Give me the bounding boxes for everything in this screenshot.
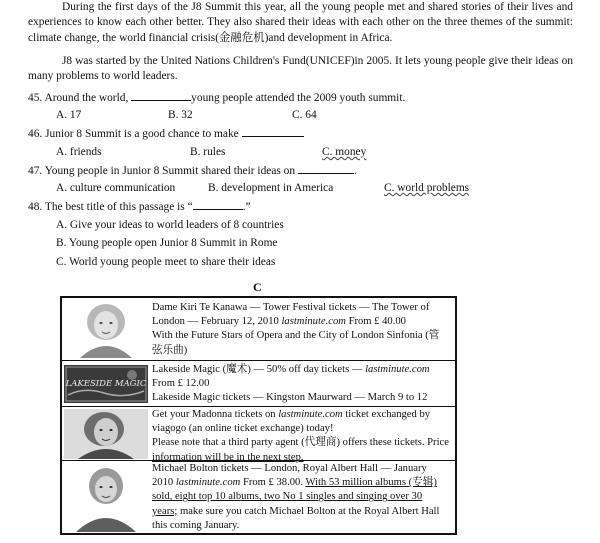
question-45 xyxy=(28,90,573,106)
section-label: C xyxy=(253,280,262,294)
option-b: B. rules xyxy=(190,146,226,158)
option-c: C. World young people meet to share their ideas xyxy=(56,256,276,268)
ad-line: ticket exchanged by xyxy=(345,409,431,420)
ad-text xyxy=(152,462,451,533)
answer-blank xyxy=(131,90,191,101)
option-b: B. Young people open Junior 8 Summit in Rome xyxy=(56,237,278,249)
question-stem-start: Around the world, xyxy=(44,92,129,104)
option-c: C. 64 xyxy=(292,109,317,121)
question-46 xyxy=(28,126,573,142)
ad-site-link[interactable]: lastminute.com xyxy=(281,316,346,328)
ad-row-madonna xyxy=(62,406,455,461)
ad-line: Michael Bolton tickets — London, Royal Albert Hall — January xyxy=(152,463,427,474)
question-stem-end: . xyxy=(353,165,357,177)
madonna-photo-icon xyxy=(64,409,148,459)
ad-line: Lakeside Magic tickets — Kingston Maurward — March 9 to 12 xyxy=(152,392,428,404)
ad-price: From £ 12.00 xyxy=(152,378,210,390)
ad-line: years; xyxy=(152,505,178,517)
ad-line: viagogo (an online ticket exchange) today! xyxy=(152,423,334,435)
question-stem-end: young people attended the 2009 youth summit. xyxy=(191,92,406,104)
question-48 xyxy=(28,199,573,215)
ad-line: Get your Madonna tickets on xyxy=(152,409,276,420)
lakeside-magic-logo-icon xyxy=(64,365,148,403)
answer-blank xyxy=(242,126,304,137)
ad-line: 2010 xyxy=(152,477,174,489)
option-a: A. culture communication xyxy=(56,182,176,194)
question-47 xyxy=(28,163,573,179)
question-stem-start: The best title of this passage is “ xyxy=(44,201,193,213)
answer-blank xyxy=(298,163,354,174)
ad-text xyxy=(152,301,451,358)
ad-price: From £ 40.00 xyxy=(348,316,406,328)
answer-blank xyxy=(193,199,243,210)
ad-line: Please note that a third party agent (代理商) offers these tickets. Price xyxy=(152,437,449,449)
ad-line: Dame Kiri Te Kanawa — Tower Festival tickets — The Tower of xyxy=(152,302,430,313)
ad-site-link[interactable]: lastminute.com xyxy=(278,409,343,420)
ad-row-michael-bolton xyxy=(62,460,455,534)
option-c: C. money xyxy=(322,146,367,158)
michael-bolton-photo-icon xyxy=(64,464,148,532)
ad-line: 弦乐曲) xyxy=(152,344,188,356)
ad-line: London — February 12, 2010 xyxy=(152,316,279,328)
ad-row-lakeside-magic xyxy=(62,360,455,407)
ad-line: Lakeside Magic (魔术) — 50% off day tickets — xyxy=(152,364,363,375)
option-a: A. friends xyxy=(56,146,102,158)
option-a: A. 17 xyxy=(56,109,82,121)
question-number: 47. xyxy=(28,165,43,177)
ad-line: sold, eight top 10 albums, two No 1 singles and singing over 30 xyxy=(152,491,423,503)
question-number: 46. xyxy=(28,128,43,140)
option-c: C. world problems xyxy=(384,182,470,194)
question-stem-end: .” xyxy=(242,201,251,213)
ad-line: With the Future Stars of Opera and the City of London Sinfonia (管 xyxy=(152,330,440,342)
question-number: 48. xyxy=(28,201,43,213)
passage-paragraph-2: J8 was started by the United Nations Children's Fund(UNICEF)in 2005. It lets young people give their ideas on many problems to world leaders. xyxy=(28,55,573,83)
ad-row-kiri-te-kanawa xyxy=(62,298,455,360)
advertisement-box xyxy=(60,296,457,535)
option-b: B. development in America xyxy=(208,182,334,194)
question-stem-start: Junior 8 Summit is a good chance to make xyxy=(45,128,239,140)
question-number: 45. xyxy=(28,92,43,104)
portrait-woman-photo-icon xyxy=(64,300,148,358)
ad-line: this coming January. xyxy=(152,519,240,531)
question-stem-start: Young people in Junior 8 Summit shared their ideas on xyxy=(44,165,296,177)
ad-price: From £ 38.00. xyxy=(242,477,303,489)
ad-site-link[interactable]: lastminute.com xyxy=(365,364,430,375)
option-b: B. 32 xyxy=(168,109,193,121)
ad-text xyxy=(152,408,451,465)
ad-site-link[interactable]: lastminute.com xyxy=(175,477,241,489)
option-a: A. Give your ideas to world leaders of 8 countries xyxy=(56,219,284,231)
ad-line: With 53 million albums (专辑) xyxy=(305,477,437,489)
ad-text xyxy=(152,363,451,406)
logo-text: LAKESIDE MAGIC xyxy=(65,379,147,389)
ad-line: make sure you catch Michael Bolton at the Royal Albert Hall xyxy=(179,505,440,517)
passage-paragraph-1: During the first days of the J8 Summit this year, all the young people met and shared stories of their lives and experiences to know each other better. They also shared their ideas with each other on the three themes of the summit: climate change, the world financial crisis(金融危机)and development in Africa. xyxy=(28,1,573,44)
ad-line: information will be in the next step. xyxy=(152,451,304,463)
